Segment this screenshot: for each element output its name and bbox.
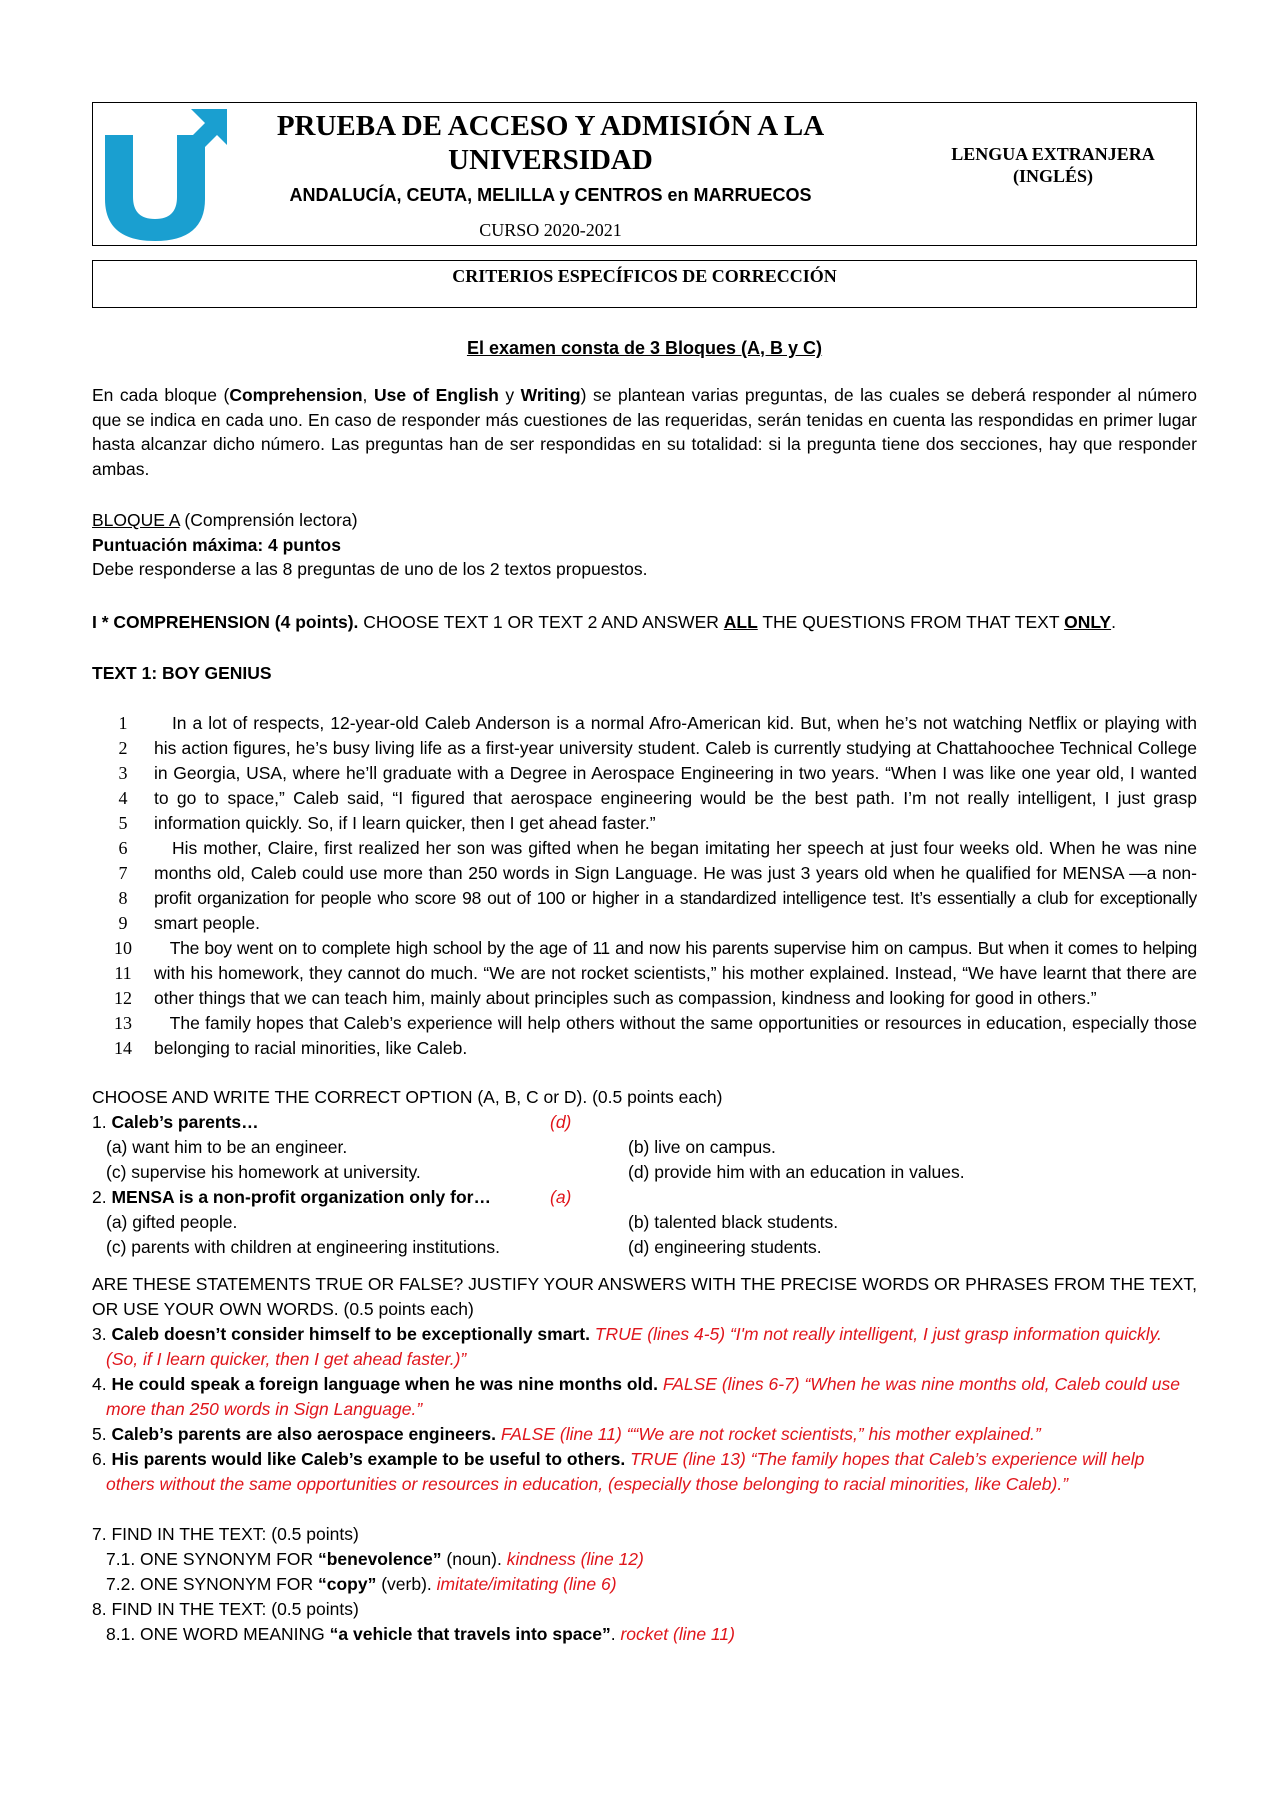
q2-option-d: (d) engineering students. [628,1237,822,1257]
question-number: 5. [92,1424,112,1444]
line-number: 7 [118,863,128,883]
header-box [92,102,1197,246]
question-1-text: Caleb’s parents… [111,1112,259,1132]
q7-1-suffix: (noun). [441,1549,507,1569]
subject-line-2: (INGLÉS) [1012,166,1093,186]
q7-2-word: “copy” [317,1574,377,1594]
title-line-1: PRUEBA DE ACCESO Y ADMISIÓN A LA [276,110,825,142]
bloque-a-desc: (Comprensión lectora) [179,510,358,530]
question-number: 3. [92,1324,112,1344]
line-number: 12 [114,988,132,1008]
q1-option-b: (b) live on campus. [628,1137,776,1157]
line-number: 9 [118,913,128,933]
comprehension-text: THE QUESTIONS FROM THAT TEXT [757,612,1065,632]
intro-comprehension: Comprehension [229,385,363,405]
text-line [92,961,1197,986]
question-7-2 [106,1572,1211,1597]
line-text: other things that we can teach him, mainly about principles such as compassion, kindness and looking for good in others.” [154,988,1097,1008]
intro-text: ) se plantean varias preguntas, de las cuales se deberá responder al número que se indica en cada uno. En caso de responder más cuestiones de las requeridas, serán tenidas en cuenta las respondidas en primer lugar hasta alcanzar dicho número. Las preguntas han de ser respondidas en su totalidad: si la pregunta tiene dos secciones, hay que responder ambas. [92,385,1197,479]
comprehension-all: ALL [723,612,758,632]
line-text: The family hopes that Caleb’s experience will help others without the same opportunities or resources in education, especially those [154,1013,1197,1033]
line-text: his action figures, he’s busy living life as a first-year university student. Caleb is currently studying at Chattahoochee Technical College [154,738,1197,758]
question-number: 6. [92,1449,112,1469]
line-number: 4 [118,788,128,808]
bloque-a-label: BLOQUE A [92,510,180,530]
q8-1-suffix: . [610,1624,621,1644]
q7-2-prefix: 7.2. ONE SYNONYM FOR [106,1574,318,1594]
question-8: 8. FIND IN THE TEXT: (0.5 points) [92,1599,359,1619]
text-line [92,886,1197,911]
text-line [92,761,1197,786]
line-text: The boy went on to complete high school by the age of 11 and now his parents supervise him on campus. But when it comes to helping [154,938,1197,958]
line-text: In a lot of respects, 12-year-old Caleb Anderson is a normal Afro-American kid. But, when he’s not watching Netflix or playing with [154,713,1197,733]
text-line [92,986,1197,1011]
line-number: 10 [114,938,132,958]
line-text: profit organization for people who score 98 out of 100 or higher in a standardized intelligence test. It’s essentially a club for exceptionally [154,888,1197,908]
line-number: 6 [118,838,128,858]
subject-line-1: LENGUA EXTRANJERA [951,144,1155,164]
q7-2-answer: imitate/imitating (line 6) [436,1574,617,1594]
line-number: 1 [118,713,128,733]
q1-option-c: (c) supervise his homework at university. [106,1162,421,1182]
line-number: 3 [118,763,128,783]
intro-writing: Writing [520,385,581,405]
course-year: CURSO 2020-2021 [479,220,622,240]
question-1-answer: (d) [550,1112,572,1132]
q1-option-a: (a) want him to be an engineer. [106,1137,348,1157]
bloque-a-instruction: Debe responderse a las 8 preguntas de uno de los 2 textos propuestos. [92,559,648,579]
question-5 [92,1422,1197,1447]
exam-title [263,109,838,177]
question-2 [92,1185,1197,1210]
exam-subtitle: ANDALUCÍA, CEUTA, MELILLA y CENTROS en MARRUECOS [289,185,812,205]
question-3-text: Caleb doesn’t consider himself to be exceptionally smart. [111,1324,590,1344]
q8-1-word: “a vehicle that travels into space” [329,1624,611,1644]
text-line [92,1036,1197,1061]
q8-1-answer: rocket (line 11) [620,1624,735,1644]
text-line [92,811,1197,836]
question-number: 2. [92,1187,112,1207]
question-4-answer: FALSE (lines 6-7) “When he was nine months old, Caleb could use more than 250 words in Sign Language.” [106,1374,1180,1419]
intro-text: En cada bloque ( [92,385,230,405]
comprehension-bold: I * COMPREHENSION (4 points). [92,612,359,632]
bloque-a [92,508,1197,582]
q7-1-answer: kindness (line 12) [506,1549,644,1569]
tf-instruction: ARE THESE STATEMENTS TRUE OR FALSE? JUSTIFY YOUR ANSWERS WITH THE PRECISE WORDS OR PHRASES FROM THE TEXT, OR USE YOUR OWN WORDS. (0.5 points each) [92,1274,1197,1319]
q2-option-b: (b) talented black students. [628,1212,839,1232]
subject-label [913,143,1193,187]
question-8-1 [106,1622,1211,1647]
line-text: information quickly. So, if I learn quicker, then I get ahead faster.” [154,813,656,833]
intro-paragraph [92,383,1197,481]
line-text: in Georgia, USA, where he’ll graduate with a Degree in Aerospace Engineering in two years. “When I was like one year old, I wanted [154,763,1197,783]
line-number: 11 [114,963,132,983]
university-logo-icon [99,105,229,241]
question-4 [92,1372,1197,1422]
reading-text [92,711,1197,1061]
text-line [92,711,1197,736]
question-1 [92,1110,1197,1135]
line-text: smart people. [154,913,261,933]
q7-2-suffix: (verb). [376,1574,437,1594]
intro-use-of-english: Use of English [373,385,499,405]
comprehension-instruction [92,612,1197,633]
intro-sep: , [362,385,374,405]
text-line [92,1011,1197,1036]
text1-title: TEXT 1: BOY GENIUS [92,663,272,683]
intro-sep: y [498,385,521,405]
text-line [92,736,1197,761]
bloque-a-score: Puntuación máxima: 4 puntos [92,534,341,555]
q7-1-prefix: 7.1. ONE SYNONYM FOR [106,1549,318,1569]
mc-instruction: CHOOSE AND WRITE THE CORRECT OPTION (A, B, C or D). (0.5 points each) [92,1087,723,1107]
question-4-text: He could speak a foreign language when he was nine months old. [111,1374,658,1394]
line-number: 8 [118,888,128,908]
criteria-title: CRITERIOS ESPECÍFICOS DE CORRECCIÓN [92,260,1197,308]
text-line [92,786,1197,811]
q8-1-prefix: 8.1. ONE WORD MEANING [106,1624,330,1644]
q2-option-a: (a) gifted people. [106,1212,238,1232]
line-text: with his homework, they cannot do much. “We are not rocket scientists,” his mother explained. Instead, “We have learnt that there are [154,963,1197,983]
question-2-text: MENSA is a non-profit organization only for… [111,1187,491,1207]
question-6 [92,1447,1197,1497]
question-2-answer: (a) [550,1187,572,1207]
question-number: 1. [92,1112,112,1132]
comprehension-text: CHOOSE TEXT 1 OR TEXT 2 AND ANSWER [358,612,724,632]
line-number: 2 [118,738,128,758]
question-3-answer: TRUE (lines 4-5) “I'm not really intelligent, I just grasp information quickly. (So, if I learn quicker, then I get ahead faster.)” [106,1324,1162,1369]
q1-option-d: (d) provide him with an education in values. [628,1162,965,1182]
q7-1-word: “benevolence” [317,1549,442,1569]
question-6-answer: TRUE (line 13) “The family hopes that Caleb’s experience will help others without the same opportunities or resources in education, (especially those belonging to racial minorities, like Caleb).” [106,1449,1145,1494]
question-5-answer: FALSE (line 11) ““We are not rocket scientists,” his mother explained.” [496,1424,1041,1444]
line-text: to go to space,” Caleb said, “I figured that aerospace engineering would be the best path. I’m not really intelligent, I just grasp [154,788,1197,808]
question-7: 7. FIND IN THE TEXT: (0.5 points) [92,1524,359,1544]
question-3 [92,1322,1197,1372]
line-number: 14 [114,1038,132,1058]
text-line [92,936,1197,961]
question-7-1 [106,1547,1211,1572]
line-text: belonging to racial minorities, like Caleb. [154,1038,468,1058]
title-line-2: UNIVERSIDAD [448,144,653,176]
line-number: 5 [118,813,128,833]
q2-option-c: (c) parents with children at engineering institutions. [106,1237,500,1257]
text-line [92,911,1197,936]
exam-heading: El examen consta de 3 Bloques (A, B y C) [466,338,823,358]
text-line [92,836,1197,861]
line-text: months old, Caleb could use more than 250 words in Sign Language. He was just 3 years old when he qualified for MENSA —a non- [154,863,1197,883]
question-number: 4. [92,1374,112,1394]
question-6-text: His parents would like Caleb’s example to be useful to others. [111,1449,626,1469]
text-line [92,861,1197,886]
comprehension-end: . [1111,612,1116,632]
line-number: 13 [114,1013,132,1033]
line-text: His mother, Claire, first realized her son was gifted when he began imitating her speech at just four weeks old. When he was nine [154,838,1197,858]
question-5-text: Caleb’s parents are also aerospace engineers. [111,1424,497,1444]
comprehension-only: ONLY [1064,612,1112,632]
